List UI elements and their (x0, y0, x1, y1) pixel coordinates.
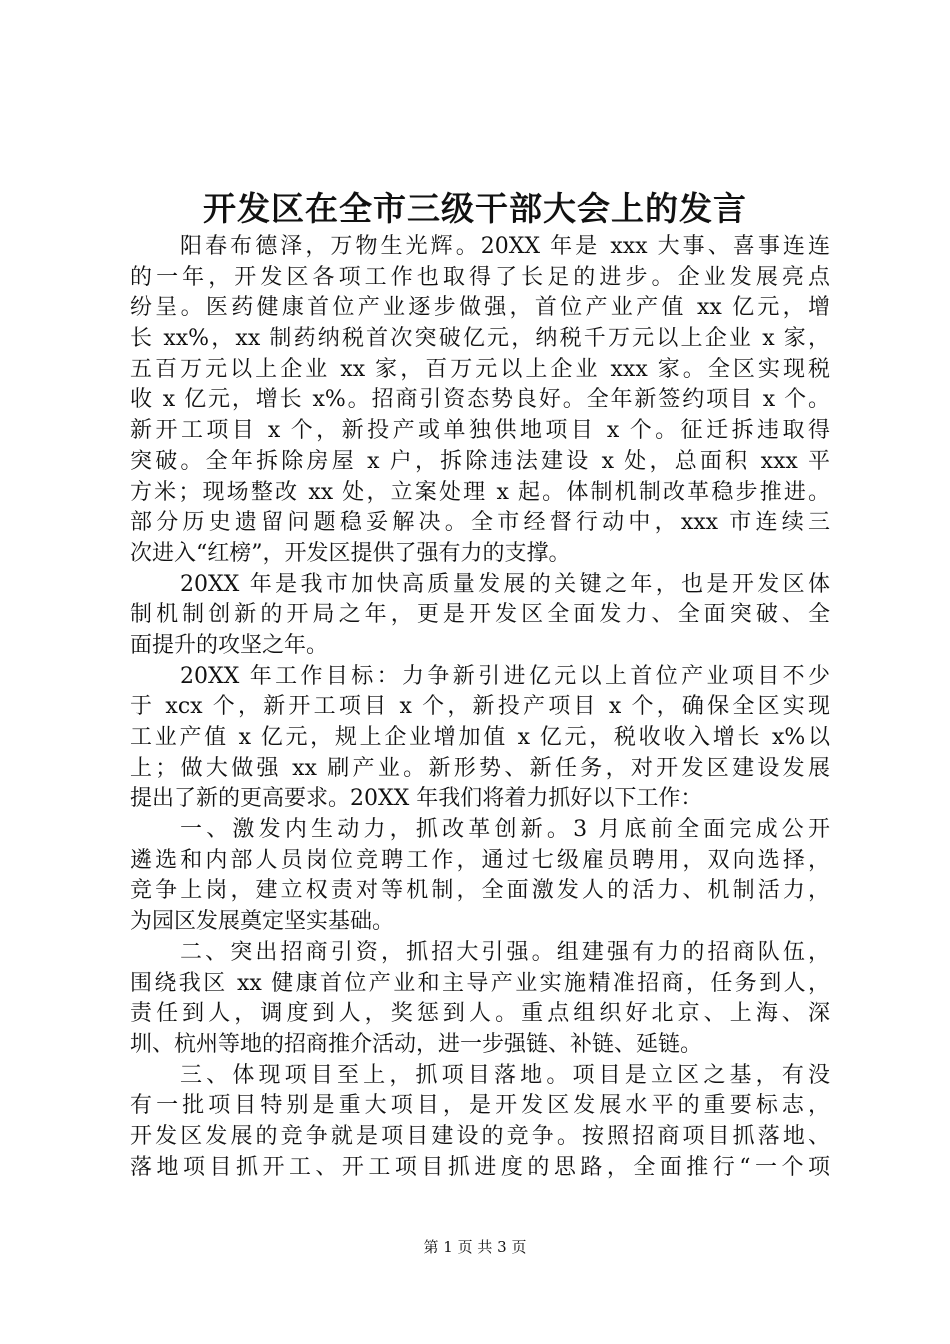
body-line: 工业产值 x 亿元，规上企业增加值 x 亿元，税收收入增长 x%以 (130, 725, 830, 750)
body-line: 为园区发展奠定坚实基础。 (130, 909, 395, 935)
body-line: 围绕我区 xx 健康首位产业和主导产业实施精准招商，任务到人， (130, 970, 830, 996)
body-line: 三、体现项目至上，抓项目落地。项目是立区之基，有没 (180, 1062, 830, 1088)
body-line: 遴选和内部人员岗位竞聘工作，通过七级雇员聘用，双向选择， (130, 847, 830, 873)
body-line: 五百万元以上企业 xx 家，百万元以上企业 xxx 家。全区实现税 (130, 356, 830, 382)
body-line: 制机制创新的开局之年，更是开发区全面发力、全面突破、全 (130, 602, 830, 628)
body-line: 长 xx%，xx 制药纳税首次突破亿元，纳税千万元以上企业 x 家， (130, 326, 830, 352)
body-line: 突破。全年拆除房屋 x 户，拆除违法建设 x 处，总面积 xxx 平 (130, 448, 830, 474)
body-line: 部分历史遗留问题稳妥解决。全市经督行动中，xxx 市连续三 (130, 510, 830, 536)
body-line: 责任到人，调度到人，奖惩到人。重点组织好北京、上海、深 (130, 1001, 830, 1027)
body-line: 竞争上岗，建立权责对等机制，全面激发人的活力、机制活力， (130, 878, 830, 904)
body-line: 于 xcx 个，新开工项目 x 个，新投产项目 x 个，确保全区实现 (130, 694, 830, 720)
body-line: 纷呈。医药健康首位产业逐步做强，首位产业产值 xx 亿元，增 (130, 295, 830, 321)
body-line: 一、激发内生动力，抓改革创新。3 月底前全面完成公开 (180, 817, 830, 843)
body-line: 提出了新的更高要求。20XX 年我们将着力抓好以下工作： (130, 786, 703, 812)
body-line: 圳、杭州等地的招商推介活动，进一步强链、补链、延链。 (130, 1031, 703, 1057)
body-line: 的一年，开发区各项工作也取得了长足的进步。企业发展亮点 (130, 264, 830, 290)
body-line: 收 x 亿元，增长 x%。招商引资态势良好。全年新签约项目 x 个。 (130, 387, 830, 413)
page-footer: 第 1 页 共 3 页 (423, 1238, 527, 1256)
body-line: 20XX 年是我市加快高质量发展的关键之年，也是开发区体 (180, 571, 830, 597)
body-line: 方米；现场整改 xx 处，立案处理 x 起。体制机制改革稳步推进。 (130, 479, 830, 505)
body-line: 20XX 年工作目标：力争新引进亿元以上首位产业项目不少 (180, 663, 830, 689)
body-line: 有一批项目特别是重大项目，是开发区发展水平的重要标志， (130, 1093, 830, 1119)
document-title: 开发区在全市三级干部大会上的发言 (203, 189, 747, 228)
body-line: 上；做大做强 xx 刷产业。新形势、新任务，对开发区建设发展 (130, 755, 830, 781)
body-line: 新开工项目 x 个，新投产或单独供地项目 x 个。征迁拆违取得 (130, 418, 830, 444)
body-line: 落地项目抓开工、开工项目抓进度的思路，全面推行“一个项 (130, 1154, 830, 1180)
body-line: 阳春布德泽，万物生光辉。20XX 年是 xxx 大事、喜事连连 (180, 234, 830, 259)
body-line: 二、突出招商引资，抓招大引强。组建强有力的招商队伍， (180, 939, 830, 965)
body-line: 面提升的攻坚之年。 (130, 632, 329, 658)
body-line: 次进入“红榜”，开发区提供了强有力的支撑。 (130, 540, 571, 566)
body-line: 开发区发展的竞争就是项目建设的竞争。按照招商项目抓落地、 (130, 1123, 830, 1149)
document-body (130, 232, 830, 1183)
